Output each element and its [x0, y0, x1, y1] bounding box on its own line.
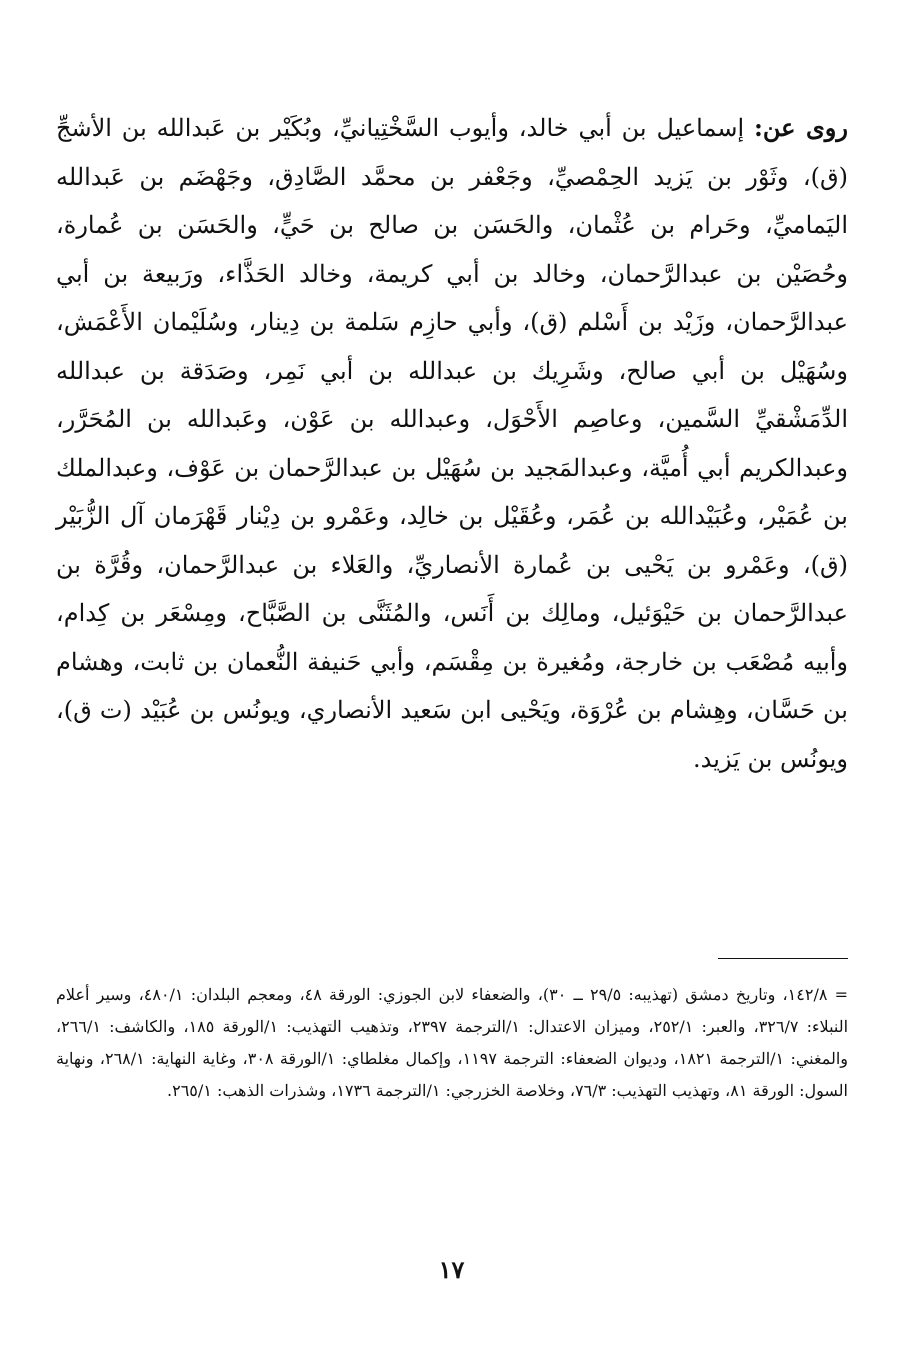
main-text-paragraph	[56, 104, 848, 783]
page-number: ١٧	[438, 1255, 465, 1284]
narrated-from-label: روى عن:	[754, 113, 848, 142]
narrators-list: إسماعيل بن أبي خالد، وأيوب السَّخْتِيانيِّ، وبُكَيْر بن عَبدالله بن الأشجِّ (ق)، وثَوْر بن يَزيد الحِمْصيِّ، وجَعْفر بن محمَّد الصَّادِق، وجَهْضَم بن عَبدالله اليَماميِّ، وحَرام بن عُثْمان، والحَسَن بن صالح بن حَيٍّ، والحَسَن بن عُمارة، وحُصَيْن بن عبدالرَّحمان، وخالد بن أبي كريمة، وخالد الحَذَّاء، ورَبيعة بن أبي عبدالرَّحمان، وزَيْد بن أَسْلم (ق)، وأبي حازِم سَلمة بن دِينار، وسُلَيْمان الأَعْمَش، وسُهَيْل بن أبي صالح، وشَرِيك بن عبدالله بن أبي نَمِر، وصَدَقة بن عبدالله الدِّمَشْقيِّ السَّمين، وعاصِم الأَحْوَل، وعبدالله بن عَوْن، وعَبدالله بن المُحَرَّر، وعبدالكريم أبي أُميَّة، وعبدالمَجيد بن سُهَيْل بن عبدالرَّحمان بن عَوْف، وعبدالملك بن عُمَيْر، وعُبَيْدالله بن عُمَر، وعُقَيْل بن خالِد، وعَمْرو بن دِيْنار قَهْرَمان آل الزُّبَيْر (ق)، وعَمْرو بن يَحْيى بن عُمارة الأنصاريِّ، والعَلاء بن عبدالرَّحمان، وقُرَّة بن عبدالرَّحمان بن حَيْوَئيل، ومالِك بن أَنَس، والمُثَنَّى بن الصَّبَّاح، ومِسْعَر بن كِدام، وأبيه مُصْعَب بن خارجة، ومُغيرة بن مِقْسَم، وأبي حَنيفة النُّعمان بن ثابت، وهشام بن حَسَّان، وهِشام بن عُرْوَة، ويَحْيى ابن سَعيد الأنصاري، ويونُس بن عُبَيْد (ت ق)، ويونُس بن يَزيد.	[56, 114, 848, 773]
footnote-separator	[718, 958, 848, 959]
footnote-paragraph: = ١٤٢/٨، وتاريخ دمشق (تهذيبه: ٢٩/٥ ــ ٣٠)، والضعفاء لابن الجوزي: الورقة ٤٨، ومعجم البلدان: ٤٨٠/١، وسير أعلام النبلاء: ٣٢٦/٧، والعبر: ٢٥٢/١، وميزان الاعتدال: ١/الترجمة ٢٣٩٧، وتذهيب التهذيب: ١/الورقة ١٨٥، والكاشف: ٢٦٦/١، والمغني: ١/الترجمة ١٨٢١، وديوان الضعفاء: الترجمة ١١٩٧، وإكمال مغلطاي: ١/الورقة ٣٠٨، وغاية النهاية: ٢٦٨/١، ونهاية السول: الورقة ٨١، وتهذيب التهذيب: ٧٦/٣، وخلاصة الخزرجي: ١/الترجمة ١٧٣٦، وشذرات الذهب: ٢٦٥/١.	[56, 985, 849, 1100]
